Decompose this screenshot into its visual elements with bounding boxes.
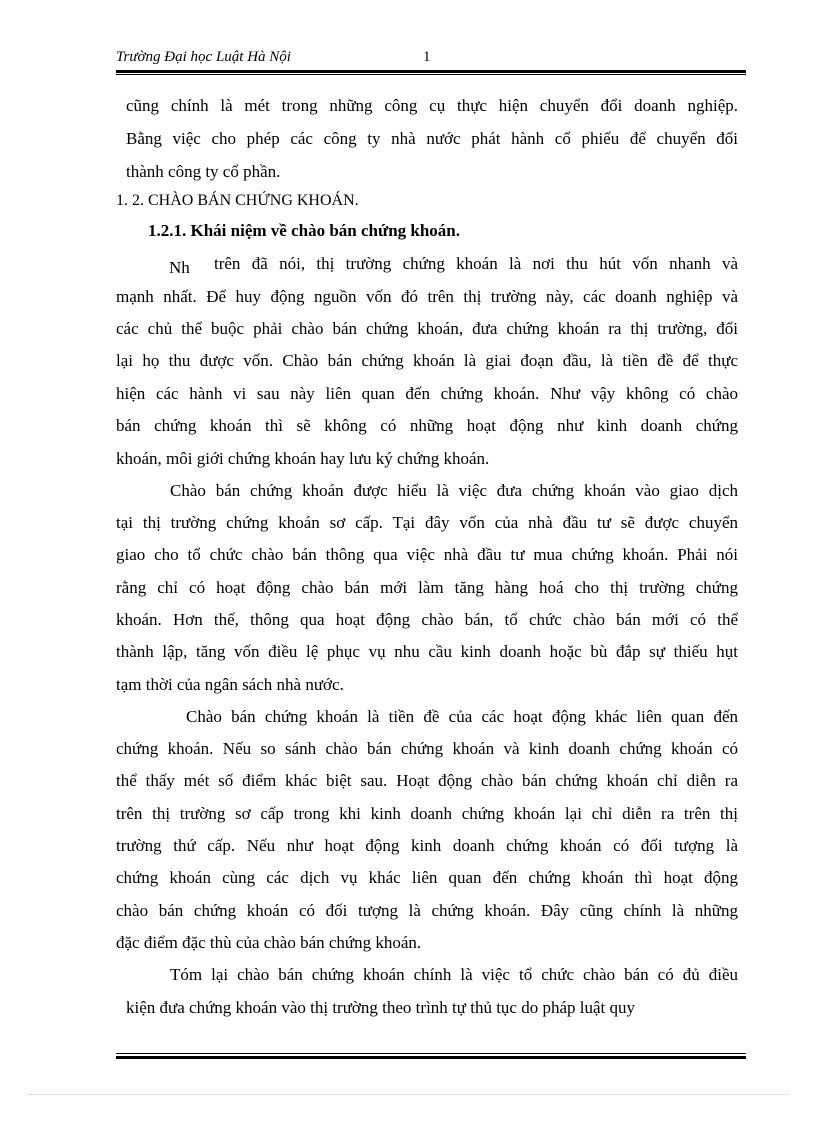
header-school-name: Trường Đại học Luật Hà Nội (116, 49, 291, 65)
text-line: thành lập, tăng vốn điều lệ phục vụ nhu cầu kinh doanh hoặc bù đắp sự thiếu hụt (116, 642, 738, 661)
paragraph-start-fragment: Nh (169, 258, 190, 277)
text-line: đặc điểm đặc thù của chào bán chứng khoán. (116, 933, 422, 952)
text-line: chứng khoán cùng các dịch vụ khác liên quan đến chứng khoán thì hoạt động (116, 868, 738, 887)
text-line: Chào bán chứng khoán là tiền đề của các hoạt động khác liên quan đến (186, 707, 738, 726)
text-line: rằng chỉ có hoạt động chào bán mới làm tăng hàng hoá cho thị trường chứng (116, 578, 738, 597)
text-line: tại thị trường chứng khoán sơ cấp. Tại đây vốn của nhà đầu tư sẽ được chuyển (116, 513, 738, 532)
header-rule (116, 70, 746, 75)
page-edge-dotted-line (28, 1094, 788, 1095)
text-line: bán chứng khoán thì sẽ không có những hoạt động như kinh doanh chứng (116, 416, 738, 435)
text-line: Bằng việc cho phép các công ty nhà nước phát hành cổ phiếu để chuyển đổi (126, 129, 738, 148)
text-line: khoán, môi giới chứng khoán hay lưu ký chứng khoán. (116, 449, 490, 468)
text-line: chào bán chứng khoán có đối tượng là chứng khoán. Đây cũng chính là những (116, 901, 738, 920)
footer-rule (116, 1053, 746, 1059)
text-line: trường thứ cấp. Nếu như hoạt động kinh doanh chứng khoán có đối tượng là (116, 836, 738, 855)
page-number: 1 (423, 49, 431, 65)
text-line: trên đã nói, thị trường chứng khoán là nơi thu hút vốn nhanh và (214, 254, 738, 273)
text-line: hiện các hành vi sau này liên quan đến chứng khoán. Như vậy không có chào (116, 384, 738, 403)
text-line: tạm thời của ngân sách nhà nước. (116, 675, 344, 694)
section-heading: 1. 2. CHÀO BÁN CHỨNG KHOÁN. (116, 192, 359, 209)
text-line: cũng chính là mét trong những công cụ thực hiện chuyển đổi doanh nghiệp. (126, 96, 738, 115)
text-line: chứng khoán. Nếu so sánh chào bán chứng khoán và kinh doanh chứng khoán có (116, 739, 738, 758)
text-line: trên thị trường sơ cấp trong khi kinh doanh chứng khoán lại chỉ diễn ra trên thị (116, 804, 738, 823)
text-line: kiện đưa chứng khoán vào thị trường theo trình tự thủ tục do pháp luật quy (126, 998, 636, 1017)
text-line: khoán. Hơn thế, thông qua hoạt động chào bán, tổ chức chào bán mới có thể (116, 610, 738, 629)
text-line: thành công ty cổ phần. (126, 162, 281, 181)
subsection-heading: 1.2.1. Khái niệm về chào bán chứng khoán. (148, 221, 461, 240)
text-line: thể thấy mét số điểm khác biệt sau. Hoạt động chào bán chứng khoán chỉ diễn ra (116, 771, 738, 790)
text-line: Tóm lại chào bán chứng khoán chính là việc tổ chức chào bán có đủ điều (170, 965, 738, 984)
page-header (116, 49, 744, 69)
text-line: mạnh nhất. Để huy động nguồn vốn đó trên thị trường này, các doanh nghiệp và (116, 287, 738, 306)
text-line: các chủ thể buộc phải chào bán chứng khoán, đưa chứng khoán ra thị trường, đổi (116, 319, 738, 338)
text-line: lại họ thu được vốn. Chào bán chứng khoán là giai đoạn đầu, là tiền đề để thực (116, 351, 738, 370)
text-line: giao cho tổ chức chào bán thông qua việc nhà đầu tư mua chứng khoán. Phải nói (116, 545, 738, 564)
text-line: Chào bán chứng khoán được hiểu là việc đưa chứng khoán vào giao dịch (170, 481, 738, 500)
